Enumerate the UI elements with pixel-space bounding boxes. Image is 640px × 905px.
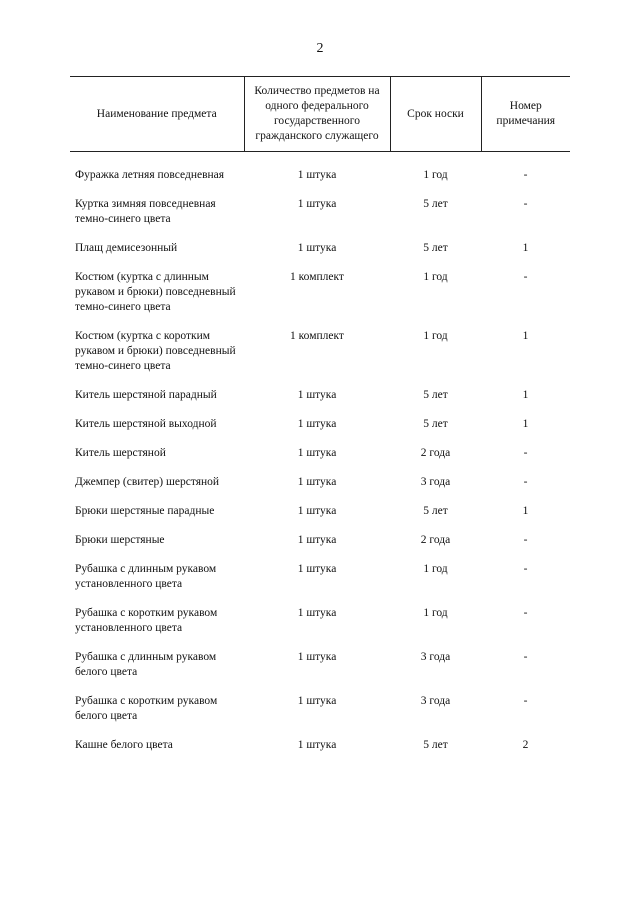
table-row [70, 417, 570, 446]
header-wear-term: Срок носки [390, 77, 481, 152]
table-row [70, 446, 570, 475]
wear-term-cell: 1 год [423, 330, 448, 342]
table-row [70, 475, 570, 504]
table-row [70, 694, 570, 738]
note-number-cell: 1 [522, 389, 529, 401]
quantity-cell: 1 комплект [290, 271, 344, 283]
item-name-cell: Джемпер (свитер) шерстяной [75, 476, 220, 488]
item-name-cell: Куртка зимняя повседневная темно-синего цвета [75, 198, 216, 225]
item-name-cell: Рубашка с коротким рукавом белого цвета [75, 695, 218, 722]
note-number-cell: - [523, 695, 528, 707]
header-quantity: Количество предметов на одного федерального государственного гражданского служащего [244, 77, 390, 152]
note-number-cell: 2 [522, 739, 529, 751]
item-name-cell: Китель шерстяной [75, 447, 166, 459]
table-row [70, 329, 570, 388]
note-number-cell: - [523, 563, 528, 575]
header-item-name: Наименование предмета [70, 77, 244, 152]
note-number-cell: - [523, 476, 528, 488]
table-row [70, 241, 570, 270]
quantity-cell: 1 штука [297, 476, 337, 488]
table-row [70, 388, 570, 417]
note-number-cell: 1 [522, 330, 529, 342]
item-name-cell: Костюм (куртка с длинным рукавом и брюки) повседневный темно-синего цвета [75, 271, 236, 313]
item-name-cell: Рубашка с длинным рукавом белого цвета [75, 651, 217, 678]
wear-term-cell: 5 лет [423, 389, 448, 401]
quantity-cell: 1 штука [297, 739, 337, 751]
wear-term-cell: 1 год [423, 563, 448, 575]
wear-term-cell: 2 года [420, 534, 451, 546]
uniform-items-table [70, 76, 570, 767]
wear-term-cell: 5 лет [423, 198, 448, 210]
item-name-cell: Костюм (куртка с коротким рукавом и брюки) повседневный темно-синего цвета [75, 330, 236, 372]
wear-term-cell: 5 лет [423, 739, 448, 751]
page-number: 2 [316, 41, 324, 56]
item-name-cell: Китель шерстяной парадный [75, 389, 217, 401]
table-row [70, 562, 570, 606]
quantity-cell: 1 штука [297, 418, 337, 430]
wear-term-cell: 3 года [420, 651, 451, 663]
note-number-cell: - [523, 198, 528, 210]
item-name-cell: Китель шерстяной выходной [75, 418, 217, 430]
item-name-cell: Кашне белого цвета [75, 739, 173, 751]
table-row [70, 504, 570, 533]
quantity-cell: 1 комплект [290, 330, 344, 342]
quantity-cell: 1 штука [297, 607, 337, 619]
wear-term-cell: 5 лет [423, 505, 448, 517]
table-header [70, 77, 570, 152]
wear-term-cell: 5 лет [423, 242, 448, 254]
note-number-cell: 1 [522, 418, 529, 430]
wear-term-cell: 3 года [420, 695, 451, 707]
wear-term-cell: 3 года [420, 476, 451, 488]
item-name-cell: Фуражка летняя повседневная [75, 169, 225, 181]
wear-term-cell: 1 год [423, 607, 448, 619]
quantity-cell: 1 штука [297, 198, 337, 210]
note-number-cell: - [523, 447, 528, 459]
table-row [70, 606, 570, 650]
note-number-cell: 1 [522, 505, 529, 517]
table-row [70, 197, 570, 241]
quantity-cell: 1 штука [297, 169, 337, 181]
quantity-cell: 1 штука [297, 563, 337, 575]
quantity-cell: 1 штука [297, 695, 337, 707]
wear-term-cell: 5 лет [423, 418, 448, 430]
item-name-cell: Рубашка с длинным рукавом установленного цвета [75, 563, 217, 590]
table-row [70, 650, 570, 694]
quantity-cell: 1 штука [297, 505, 337, 517]
table-row [70, 168, 570, 197]
quantity-cell: 1 штука [297, 242, 337, 254]
note-number-cell: 1 [522, 242, 529, 254]
item-name-cell: Брюки шерстяные парадные [75, 505, 215, 517]
note-number-cell: - [523, 607, 528, 619]
note-number-cell: - [523, 169, 528, 181]
quantity-cell: 1 штука [297, 534, 337, 546]
note-number-cell: - [523, 534, 528, 546]
table-row [70, 533, 570, 562]
item-name-cell: Брюки шерстяные [75, 534, 165, 546]
note-number-cell: - [523, 651, 528, 663]
quantity-cell: 1 штука [297, 447, 337, 459]
table-row [70, 738, 570, 767]
wear-term-cell: 1 год [423, 271, 448, 283]
quantity-cell: 1 штука [297, 651, 337, 663]
table-row [70, 270, 570, 329]
uniform-table-container [70, 76, 570, 767]
note-number-cell: - [523, 271, 528, 283]
wear-term-cell: 1 год [423, 169, 448, 181]
table-body [70, 152, 570, 768]
item-name-cell: Рубашка с коротким рукавом установленного цвета [75, 607, 218, 634]
header-note-number: Номер примечания [481, 77, 570, 152]
quantity-cell: 1 штука [297, 389, 337, 401]
item-name-cell: Плащ демисезонный [75, 242, 178, 254]
wear-term-cell: 2 года [420, 447, 451, 459]
